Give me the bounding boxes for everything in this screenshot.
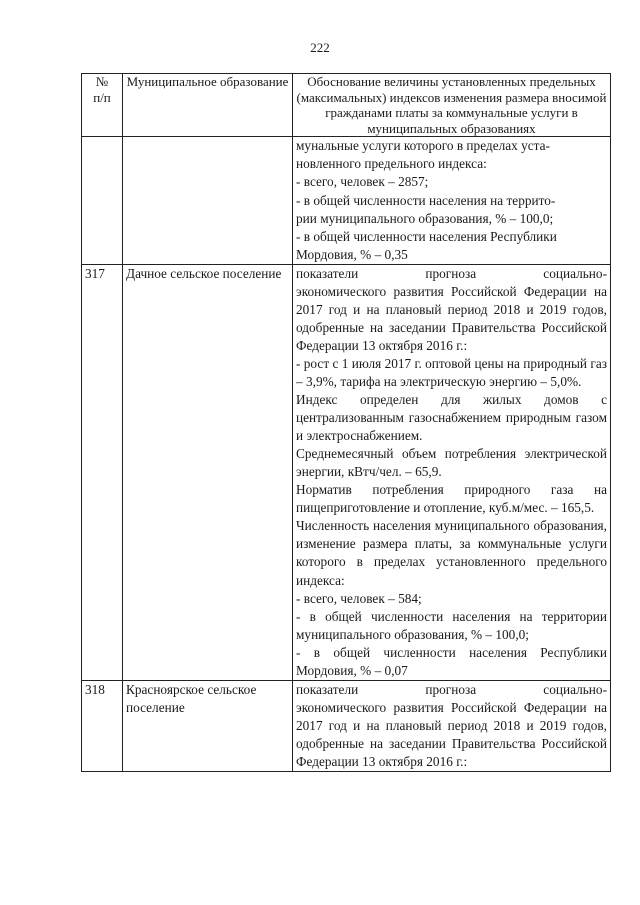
justification-cell (293, 264, 611, 680)
justification-text: Среднемесячный объем потребления электрической энергии, кВтч/чел. – 65,9. (296, 446, 607, 480)
justification-text: Численность населения муниципального образования, изменение размера платы, за коммунальные услуги которого в пределах установленного предельного индекса: (296, 518, 607, 588)
row-number-cell: 318 (82, 680, 123, 771)
justification-text: показатели прогноза социально- (296, 681, 607, 697)
justification-text: новленного предельного индекса: (296, 156, 487, 172)
justification-text: - в общей численности населения на террито- (296, 192, 556, 208)
justification-text: экономического развития Российской Федерации на 2017 год и на плановый период 2018 и 2019 годов, одобренные на заседании Правительства Российской Федерации 13 октября 2016 г.: (296, 283, 607, 353)
municipal-index-table (81, 73, 611, 772)
table-header-row (82, 74, 611, 137)
table-row (82, 264, 611, 680)
justification-text: - в общей численности населения Республики Мордовия, % – 0,07 (296, 644, 607, 678)
municipality-cell (123, 137, 293, 264)
justification-text: мунальные услуги которого в пределах уста- (296, 138, 550, 154)
column-header-justification: Обоснование величины установленных предельных (максимальных) индексов изменения размера вносимой гражданами платы за коммунальные услуги в муниципальных образованиях (293, 74, 611, 137)
justification-text: - в общей численности населения на территории муниципального образования, % – 100,0; (296, 608, 607, 642)
page-number: 222 (310, 40, 330, 55)
justification-text: - всего, человек – 2857; (296, 174, 429, 190)
municipality-cell: Красноярское сельское поселение (123, 680, 293, 771)
justification-text: - в общей численности населения Республики (296, 228, 557, 244)
justification-text: - рост с 1 июля 2017 г. оптовой цены на природный газ – 3,9%, тарифа на электрическую энергию – 5,0%. (296, 355, 607, 389)
justification-text: показатели прогноза социально- (296, 265, 607, 281)
municipality-cell: Дачное сельское поселение (123, 264, 293, 680)
justification-cell (293, 137, 611, 264)
column-header-municipality: Муниципальное образование (123, 74, 293, 137)
row-number-cell (82, 137, 123, 264)
justification-cell (293, 680, 611, 771)
justification-text: Норматив потребления природного газа на пищеприготовление и отопление, куб.м/мес. – 165,5. (296, 482, 607, 516)
justification-text: - всего, человек – 584; (296, 590, 422, 606)
justification-text: Мордовия, % – 0,35 (296, 246, 408, 262)
table-row (82, 137, 611, 264)
justification-text: Индекс определен для жилых домов с централизованным газоснабжением природным газом и электроснабжением. (296, 392, 607, 444)
justification-text: рии муниципального образования, % – 100,0; (296, 210, 554, 226)
table-row (82, 680, 611, 771)
row-number-cell: 317 (82, 264, 123, 680)
justification-text: экономического развития Российской Федерации на 2017 год и на плановый период 2018 и 2019 годов, одобренные на заседании Правительства Российской Федерации 13 октября 2016 г.: (296, 699, 607, 769)
column-header-number: № п/п (82, 74, 123, 137)
